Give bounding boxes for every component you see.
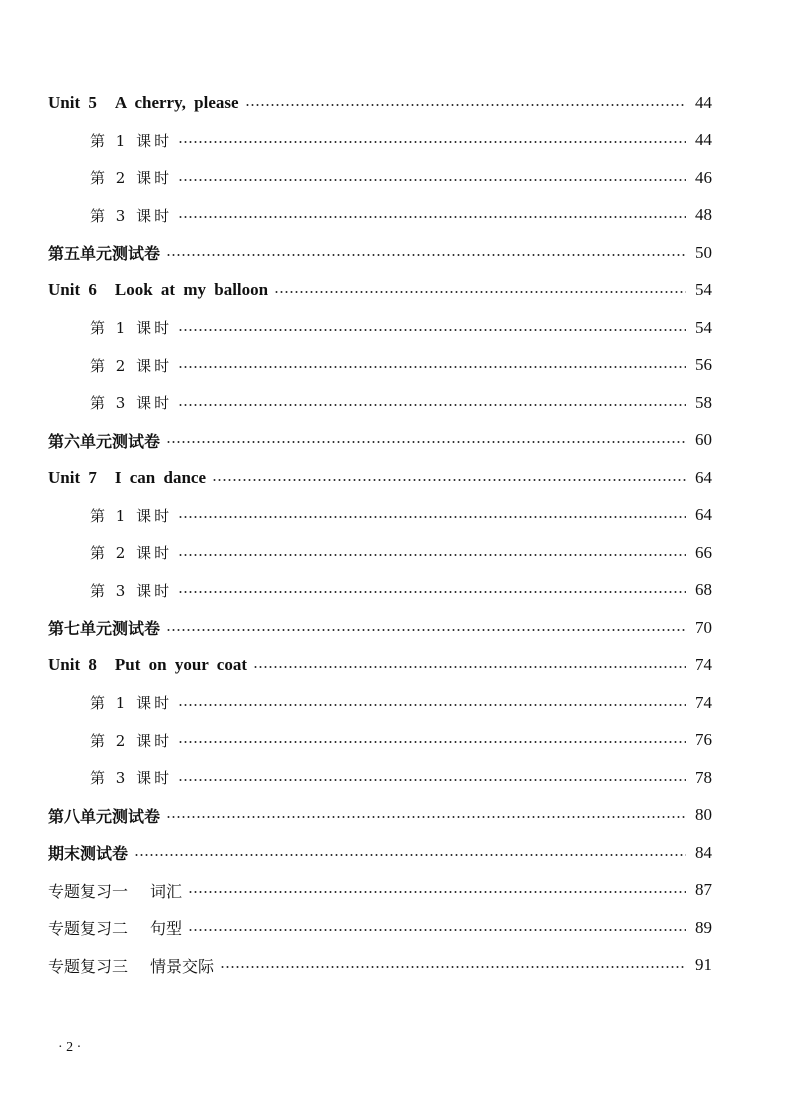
- dot-leader: [178, 329, 686, 331]
- toc-entry-label: 第 3 课时: [90, 581, 173, 600]
- toc-entry-sub[interactable]: [48, 197, 712, 235]
- unit-title: Look at my balloon: [114, 280, 269, 300]
- toc-entry-test[interactable]: [48, 234, 712, 272]
- toc-page-number: 87: [695, 880, 712, 900]
- toc-entry-unit[interactable]: [48, 647, 712, 685]
- page-number-footer: · 2 ·: [58, 1040, 82, 1055]
- unit-number: Unit 7: [48, 467, 97, 487]
- toc-entry-label: [48, 954, 214, 977]
- dot-leader: [178, 779, 686, 781]
- dot-leader: [253, 666, 686, 668]
- toc-entry-label: 第 1 课时: [90, 319, 173, 338]
- toc-entry-test[interactable]: [48, 834, 712, 872]
- toc-entry-label: 第 3 课时: [90, 206, 173, 225]
- toc-entry-topic[interactable]: [48, 947, 712, 985]
- toc-page-number: 74: [695, 655, 712, 675]
- toc-entry-label: [48, 655, 247, 675]
- toc-entry-label: [48, 280, 268, 300]
- topic-title: 句型: [150, 919, 183, 939]
- toc-entry-label: 第 2 课时: [90, 544, 173, 563]
- toc-entry-sub[interactable]: [48, 347, 712, 385]
- toc-page-number: 66: [695, 542, 712, 562]
- toc-entry-unit[interactable]: [48, 84, 712, 122]
- dot-leader: [178, 741, 686, 743]
- toc-entry-label: 期末测试卷: [48, 844, 129, 864]
- toc-page-number: 76: [695, 730, 712, 750]
- toc-entry-label: 第五单元测试卷: [48, 244, 161, 264]
- unit-number: Unit 5: [48, 92, 97, 112]
- dot-leader: [188, 891, 686, 893]
- unit-title: Put on your coat: [114, 655, 247, 675]
- dot-leader: [134, 854, 686, 856]
- topic-number: 专题复习二: [48, 919, 129, 939]
- toc-entry-topic[interactable]: [48, 909, 712, 947]
- unit-title: A cherry, please: [114, 92, 239, 112]
- toc-entry-sub[interactable]: [48, 159, 712, 197]
- toc-page-number: 54: [695, 280, 712, 300]
- toc-entry-label: 第 1 课时: [90, 694, 173, 713]
- toc-entry-label: [48, 93, 239, 113]
- dot-leader: [166, 254, 686, 256]
- toc-entry-label: 第 3 课时: [90, 394, 173, 413]
- toc-page-number: 64: [695, 505, 712, 525]
- dot-leader: [178, 591, 686, 593]
- toc-entry-label: 第六单元测试卷: [48, 431, 161, 451]
- topic-title: 词汇: [150, 881, 183, 901]
- toc-entry-topic[interactable]: [48, 872, 712, 910]
- toc-entry-sub[interactable]: [48, 759, 712, 797]
- topic-title: 情景交际: [150, 956, 215, 976]
- toc-page-number: 64: [695, 467, 712, 487]
- toc-entry-label: 第 2 课时: [90, 731, 173, 750]
- toc-page-number: 68: [695, 580, 712, 600]
- dot-leader: [178, 554, 686, 556]
- dot-leader: [178, 516, 686, 518]
- toc-entry-sub[interactable]: [48, 309, 712, 347]
- toc-entry-label: 第 1 课时: [90, 131, 173, 150]
- toc-page-number: 58: [695, 392, 712, 412]
- dot-leader: [178, 404, 686, 406]
- toc-entry-sub[interactable]: [48, 122, 712, 160]
- toc-page-number: 48: [695, 205, 712, 225]
- unit-title: I can dance: [114, 467, 206, 487]
- toc-entry-label: 第 2 课时: [90, 169, 173, 188]
- toc-page-number: 46: [695, 167, 712, 187]
- toc-entry-label: 第七单元测试卷: [48, 619, 161, 639]
- toc-entry-test[interactable]: [48, 797, 712, 835]
- toc-page-number: 78: [695, 767, 712, 787]
- toc-entry-sub[interactable]: [48, 684, 712, 722]
- toc-entry-label: 第 1 课时: [90, 506, 173, 525]
- toc-page-number: 44: [695, 130, 712, 150]
- unit-number: Unit 8: [48, 655, 97, 675]
- toc-entry-test[interactable]: [48, 609, 712, 647]
- dot-leader: [212, 479, 686, 481]
- dot-leader: [166, 629, 686, 631]
- toc-page-number: 54: [695, 317, 712, 337]
- dot-leader: [178, 141, 686, 143]
- toc-page-number: 44: [695, 92, 712, 112]
- toc-entry-label: 第 2 课时: [90, 356, 173, 375]
- dot-leader: [178, 704, 686, 706]
- toc-page-number: 89: [695, 917, 712, 937]
- toc-page-number: 74: [695, 692, 712, 712]
- toc-entry-label: 第八单元测试卷: [48, 806, 161, 826]
- dot-leader: [178, 366, 686, 368]
- toc-entry-label: [48, 916, 182, 939]
- dot-leader: [178, 179, 686, 181]
- toc-page-number: 91: [695, 955, 712, 975]
- toc-page-number: 70: [695, 617, 712, 637]
- dot-leader: [274, 291, 686, 293]
- dot-leader: [166, 816, 686, 818]
- toc-entry-sub[interactable]: [48, 534, 712, 572]
- toc-entry-label: [48, 468, 206, 488]
- toc-entry-sub[interactable]: [48, 572, 712, 610]
- toc-entry-label: 第 3 课时: [90, 769, 173, 788]
- toc-entry-sub[interactable]: [48, 722, 712, 760]
- toc-page-number: 56: [695, 355, 712, 375]
- toc-entry-unit[interactable]: [48, 272, 712, 310]
- dot-leader: [220, 966, 686, 968]
- topic-number: 专题复习三: [48, 956, 129, 976]
- toc-entry-unit[interactable]: [48, 459, 712, 497]
- toc-page-number: 60: [695, 430, 712, 450]
- unit-number: Unit 6: [48, 280, 97, 300]
- toc-page-number: 50: [695, 242, 712, 262]
- dot-leader: [178, 216, 686, 218]
- toc-entry-sub[interactable]: [48, 384, 712, 422]
- table-of-contents: [48, 84, 712, 984]
- dot-leader: [245, 104, 686, 106]
- toc-page-number: 84: [695, 842, 712, 862]
- toc-page-number: 80: [695, 805, 712, 825]
- toc-entry-sub[interactable]: [48, 497, 712, 535]
- topic-number: 专题复习一: [48, 881, 129, 901]
- dot-leader: [188, 929, 686, 931]
- toc-entry-test[interactable]: [48, 422, 712, 460]
- toc-entry-label: [48, 879, 182, 902]
- dot-leader: [166, 441, 686, 443]
